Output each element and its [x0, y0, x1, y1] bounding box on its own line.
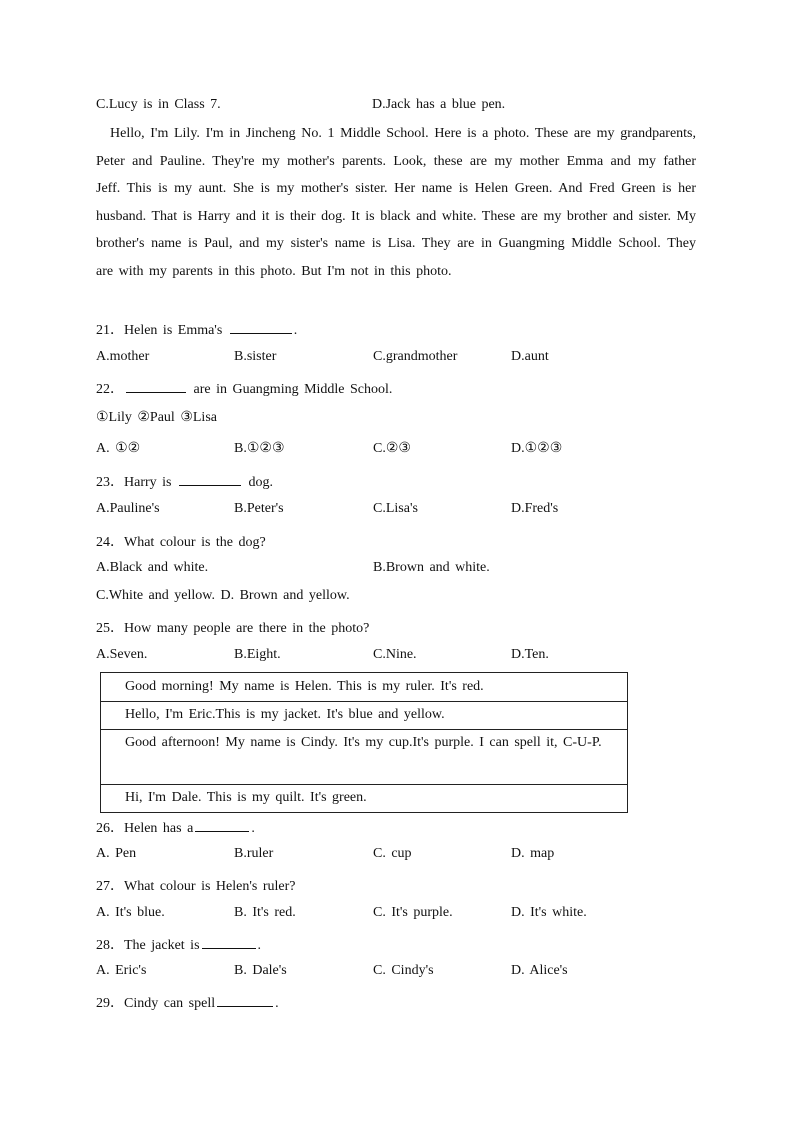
question-25: 25．How many people are there in the photo? — [96, 621, 370, 636]
q23-option-a: A.Pauline's — [96, 501, 160, 516]
q22-option-d: D.①②③ — [511, 441, 563, 456]
question-21-suffix: . — [293, 323, 298, 338]
q28-option-b: B. Dale's — [234, 963, 287, 978]
answer-blank — [202, 935, 256, 949]
q28-option-a: A. Eric's — [96, 963, 147, 978]
answer-blank — [230, 320, 292, 334]
question-29-prefix: 29．Cindy can spell — [96, 996, 216, 1011]
q27-option-d: D. It's white. — [511, 905, 587, 920]
q28-option-c: C. Cindy's — [373, 963, 434, 978]
q25-option-a: A.Seven. — [96, 647, 148, 662]
box-row — [101, 785, 627, 812]
question-28-suffix: . — [257, 938, 262, 953]
q25-option-d: D.Ten. — [511, 647, 549, 662]
q22-option-c: C.②③ — [373, 441, 411, 456]
box-row-text: Hello, I'm Eric.This is my jacket. It's blue and yellow. — [125, 707, 445, 722]
answer-blank — [179, 472, 241, 486]
q21-option-c: C.grandmother — [373, 349, 458, 364]
q26-option-d: D. map — [511, 846, 555, 861]
reading-passage: Hello, I'm Lily. I'm in Jincheng No. 1 Middle School. Here is a photo. These are my grandparents, Peter and Pauline. They're my mother's parents. Look, these are my mother Emma and my father Jeff. This is my aunt. She is my mother's sister. Her name is Helen Green. And Fred Green is her husband. That is Harry and it is their dog. It is black and white. These are my brother and sister. My brother's name is Paul, and my sister's name is Lisa. They are in Guangming Middle School. They are with my parents in this photo. But I'm not in this photo. — [96, 126, 696, 279]
question-23-suffix: dog. — [248, 475, 273, 490]
question-22-suffix: are in Guangming Middle School. — [193, 382, 393, 397]
q23-option-b: B.Peter's — [234, 501, 284, 516]
question-28 — [96, 934, 261, 954]
box-row-text: Good morning! My name is Helen. This is my ruler. It's red. — [125, 679, 484, 694]
question-26-prefix: 26．Helen has a — [96, 821, 194, 836]
question-29-suffix: . — [275, 996, 279, 1011]
question-26 — [96, 817, 255, 837]
q27-option-c: C. It's purple. — [373, 905, 453, 920]
q24-option-cd: C.White and yellow. D. Brown and yellow. — [96, 588, 350, 603]
question-29 — [96, 992, 279, 1012]
box-row — [101, 730, 627, 785]
question-23 — [96, 471, 273, 491]
question-21 — [96, 319, 297, 339]
question-24: 24．What colour is the dog? — [96, 535, 266, 550]
reading-box — [100, 672, 628, 813]
q22-option-a: A. ①② — [96, 441, 141, 456]
q26-option-b: B.ruler — [234, 846, 274, 861]
q27-option-b: B. It's red. — [234, 905, 296, 920]
q22-items: ①Lily ②Paul ③Lisa — [96, 410, 217, 425]
q21-option-a: A.mother — [96, 349, 150, 364]
q24-option-b: B.Brown and white. — [373, 560, 490, 575]
box-row-text: Hi, I'm Dale. This is my quilt. It's green. — [125, 790, 367, 805]
q25-option-c: C.Nine. — [373, 647, 417, 662]
q23-option-c: C.Lisa's — [373, 501, 418, 516]
q23-option-d: D.Fred's — [511, 501, 559, 516]
question-23-prefix: 23．Harry is — [96, 475, 172, 490]
q24-option-a: A.Black and white. — [96, 560, 209, 575]
q26-option-c: C. cup — [373, 846, 412, 861]
question-21-prefix: 21．Helen is Emma's — [96, 323, 223, 338]
q21-option-d: D.aunt — [511, 349, 549, 364]
question-22 — [96, 378, 392, 398]
q25-option-b: B.Eight. — [234, 647, 281, 662]
q28-option-d: D. Alice's — [511, 963, 568, 978]
answer-blank — [126, 379, 186, 393]
answer-blank — [195, 818, 249, 832]
question-27: 27．What colour is Helen's ruler? — [96, 879, 296, 894]
box-row — [101, 702, 627, 730]
q22-option-b: B.①②③ — [234, 441, 285, 456]
option-c-prev: C.Lucy is in Class 7. — [96, 97, 221, 112]
q21-option-b: B.sister — [234, 349, 277, 364]
q26-option-a: A. Pen — [96, 846, 137, 861]
question-26-suffix: . — [251, 821, 255, 836]
box-row-text: Good afternoon! My name is Cindy. It's my cup.It's purple. I can spell it, C-U-P. — [125, 735, 602, 750]
answer-blank — [217, 993, 273, 1007]
question-28-prefix: 28．The jacket is — [96, 938, 200, 953]
question-22-prefix: 22． — [96, 382, 124, 397]
q27-option-a: A. It's blue. — [96, 905, 165, 920]
box-row — [101, 673, 627, 702]
option-d-prev: D.Jack has a blue pen. — [372, 97, 506, 112]
